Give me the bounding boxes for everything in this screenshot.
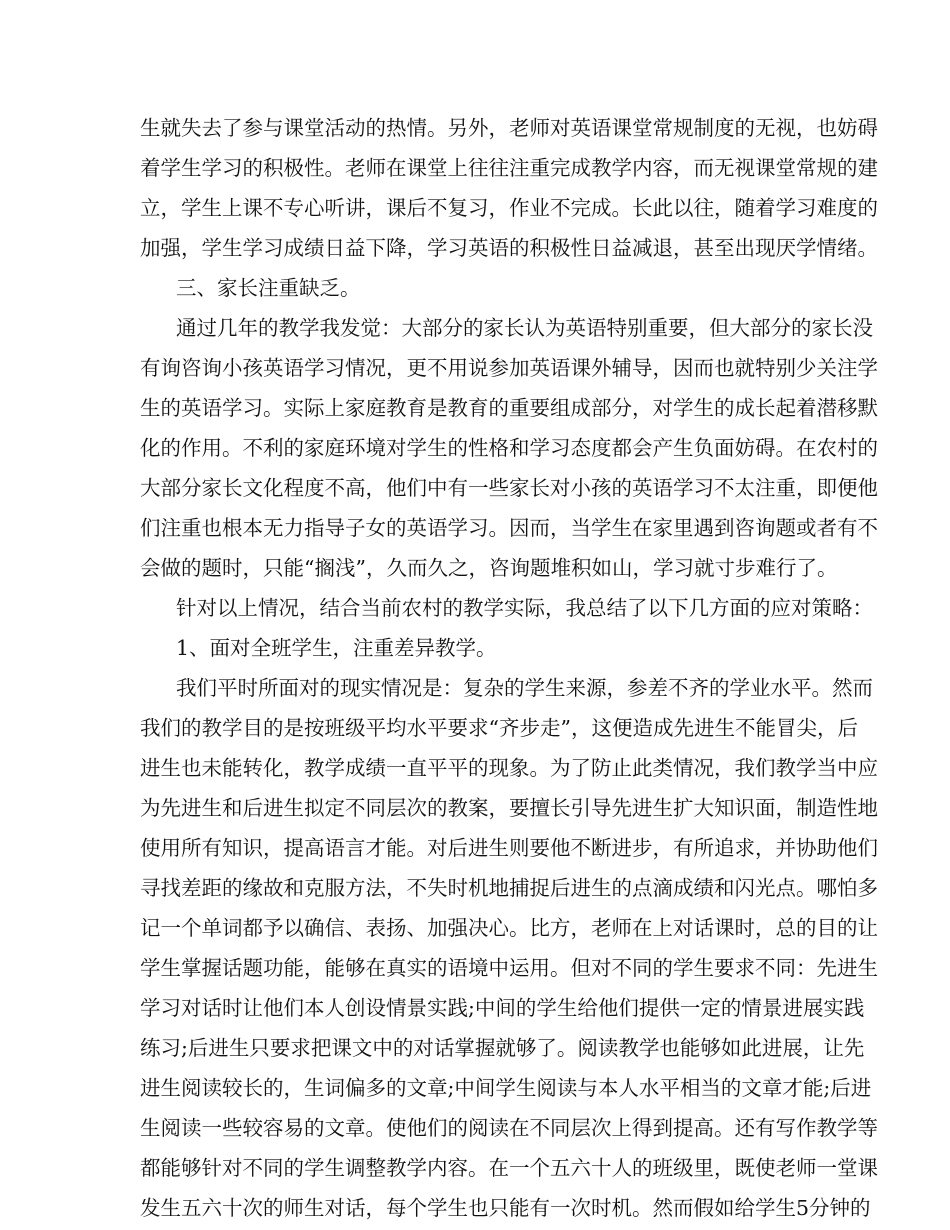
text-line: 化的作用。不利的家庭环境对学生的性格和学习态度都会产生负面妨碍。在农村的 bbox=[140, 436, 878, 460]
text-line: 生就失去了参与课堂活动的热情。另外，老师对英语课堂常规制度的无视，也妨碍 bbox=[140, 116, 878, 140]
text-line: 加强，学生学习成绩日益下降，学习英语的积极性日益减退，甚至出现厌学情绪。 bbox=[140, 236, 878, 260]
text-line: 练习;后进生只要求把课文中的对话掌握就够了。阅读教学也能够如此进展，让先 bbox=[140, 1036, 865, 1060]
text-line: 会做的题时，只能“搁浅”，久而久之，咨询题堆积如山，学习就寸步难行了。 bbox=[140, 556, 838, 580]
section-heading: 1、面对全班学生，注重差异教学。 bbox=[176, 636, 497, 660]
text-line: 寻找差距的缘故和克服方法，不失时机地捕捉后进生的点滴成绩和闪光点。哪怕多 bbox=[140, 876, 878, 900]
text-line: 立，学生上课不专心听讲，课后不复习，作业不完成。长此以往，随着学习难度的 bbox=[140, 196, 878, 220]
text-line: 大部分家长文化程度不高，他们中有一些家长对小孩的英语学习不太注重，即便他 bbox=[140, 476, 878, 500]
text-line: 生阅读一些较容易的文章。使他们的阅读在不同层次上得到提高。还有写作教学等 bbox=[140, 1116, 878, 1140]
text-line: 通过几年的教学我发觉：大部分的家长认为英语特别重要，但大部分的家长没 bbox=[176, 316, 873, 340]
text-line: 进生也未能转化，教学成绩一直平平的现象。为了防止此类情况，我们教学当中应 bbox=[140, 756, 878, 780]
text-line: 着学生学习的积极性。老师在课堂上往往注重完成教学内容，而无视课堂常规的建 bbox=[140, 156, 878, 180]
text-line: 都能够针对不同的学生调整教学内容。在一个五六十人的班级里，既使老师一堂课 bbox=[140, 1156, 878, 1180]
section-heading: 三、家长注重缺乏。 bbox=[176, 276, 361, 300]
text-line: 为先进生和后进生拟定不同层次的教案，要擅长引导先进生扩大知识面，制造性地 bbox=[140, 796, 878, 820]
text-line: 生的英语学习。实际上家庭教育是教育的重要组成部分，对学生的成长起着潜移默 bbox=[140, 396, 878, 420]
text-line: 我们的教学目的是按班级平均水平要求“齐步走”，这便造成先进生不能冒尖，后 bbox=[140, 716, 858, 740]
text-line: 进生阅读较长的，生词偏多的文章;中间学生阅读与本人水平相当的文章才能;后进 bbox=[140, 1076, 872, 1100]
text-line: 记一个单词都予以确信、表扬、加强决心。比方，老师在上对话课时，总的目的让 bbox=[140, 916, 878, 940]
text-line: 针对以上情况，结合当前农村的教学实际，我总结了以下几方面的应对策略： bbox=[176, 596, 873, 620]
text-line: 使用所有知识，提高语言才能。对后进生则要他不断进步，有所追求，并协助他们 bbox=[140, 836, 878, 860]
text-line: 我们平时所面对的现实情况是：复杂的学生来源，参差不齐的学业水平。然而 bbox=[176, 676, 873, 700]
text-line: 学生掌握话题功能，能够在真实的语境中运用。但对不同的学生要求不同：先进生 bbox=[140, 956, 878, 980]
text-line: 发生五六十次的师生对话，每个学生也只能有一次时机。然而假如给学生5分钟的 bbox=[140, 1196, 871, 1220]
text-line: 有询咨询小孩英语学习情况，更不用说参加英语课外辅导，因而也就特别少关注学 bbox=[140, 356, 878, 380]
text-line: 学习对话时让他们本人创设情景实践;中间的学生给他们提供一定的情景进展实践 bbox=[140, 996, 865, 1020]
text-line: 们注重也根本无力指导子女的英语学习。因而，当学生在家里遇到咨询题或者有不 bbox=[140, 516, 878, 540]
